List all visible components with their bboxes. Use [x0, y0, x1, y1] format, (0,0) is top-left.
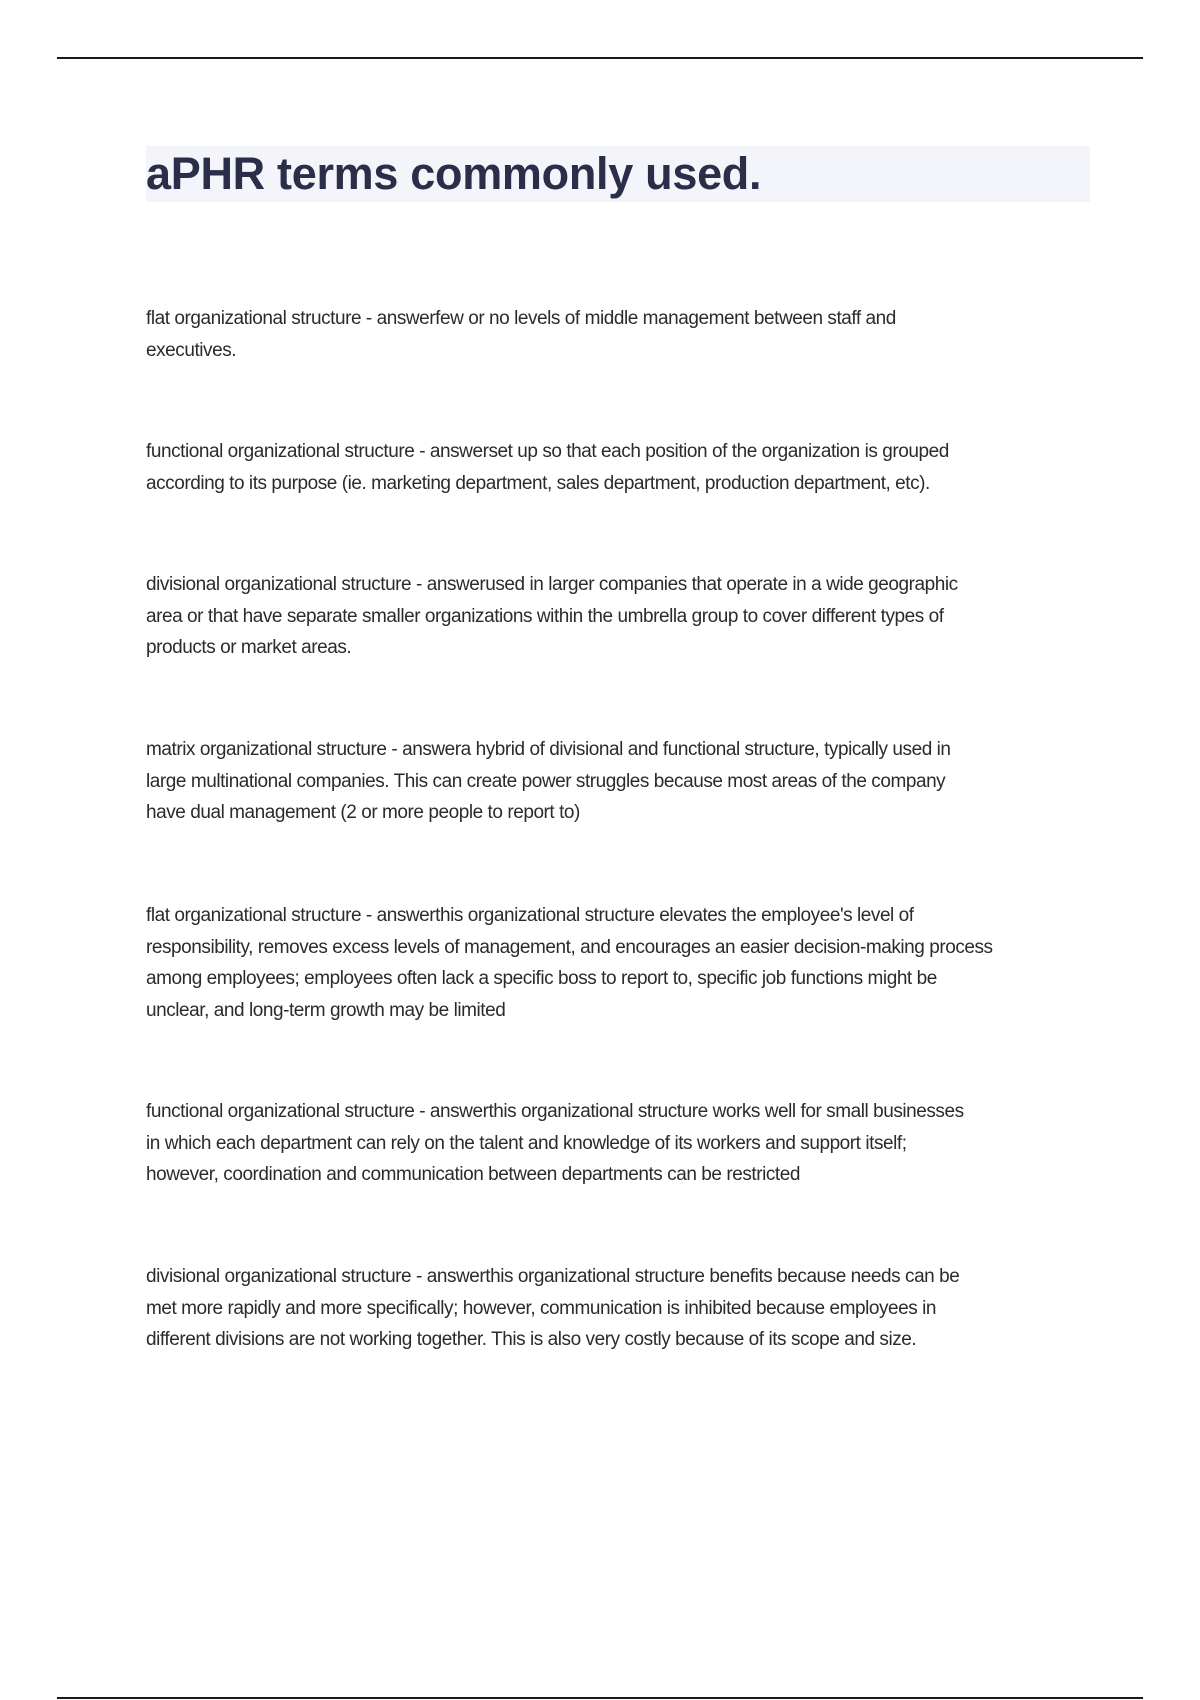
term-entry-line: area or that have separate smaller organizations within the umbrella group to cover different types of	[146, 605, 944, 627]
term-entry-line: among employees; employees often lack a specific boss to report to, specific job functions might be	[146, 968, 937, 989]
term-entry-line: matrix organizational structure - answera hybrid of divisional and functional structure, typically used in	[146, 739, 951, 760]
term-entry-line: divisional organizational structure - answerused in larger companies that operate in a wide geographic	[146, 574, 958, 595]
term-entry-line: functional organizational structure - answerthis organizational structure works well for small businesses	[146, 1101, 964, 1122]
term-entry	[146, 900, 993, 1026]
term-entry-line: met more rapidly and more specifically; however, communication is inhibited because employees in	[146, 1297, 937, 1319]
term-entry	[146, 1096, 964, 1191]
term-entry-line: have dual management (2 or more people to report to)	[146, 802, 580, 823]
term-entry-line: according to its purpose (ie. marketing department, sales department, production department, etc).	[146, 472, 930, 494]
term-entry	[146, 734, 951, 829]
term-entry-line: responsibility, removes excess levels of management, and encourages an easier decision-making process	[146, 936, 993, 958]
term-entry-line: flat organizational structure - answerthis organizational structure elevates the employee's level of	[146, 905, 914, 926]
term-entry-line: flat organizational structure - answerfew or no levels of middle management between staff and	[146, 308, 896, 329]
term-entry	[146, 303, 896, 366]
term-entry-line: in which each department can rely on the talent and knowledge of its workers and support itself;	[146, 1132, 907, 1154]
term-entry-line: divisional organizational structure - answerthis organizational structure benefits because needs can be	[146, 1266, 960, 1287]
term-entry-line: products or market areas.	[146, 637, 352, 658]
term-entry	[146, 436, 949, 499]
term-entry-line: different divisions are not working together. This is also very costly because of its scope and size.	[146, 1329, 917, 1350]
bottom-divider	[57, 1697, 1143, 1699]
term-entry-line: functional organizational structure - answerset up so that each position of the organization is grouped	[146, 441, 949, 462]
term-entry	[146, 569, 958, 664]
term-entry-line: however, coordination and communication between departments can be restricted	[146, 1164, 800, 1185]
term-entry-line: executives.	[146, 339, 237, 361]
top-divider	[57, 57, 1143, 59]
term-entry-line: unclear, and long-term growth may be limited	[146, 999, 506, 1021]
term-entry-line: large multinational companies. This can create power struggles because most areas of the company	[146, 770, 946, 792]
page-title: aPHR terms commonly used.	[146, 148, 762, 199]
term-entry	[146, 1261, 959, 1356]
